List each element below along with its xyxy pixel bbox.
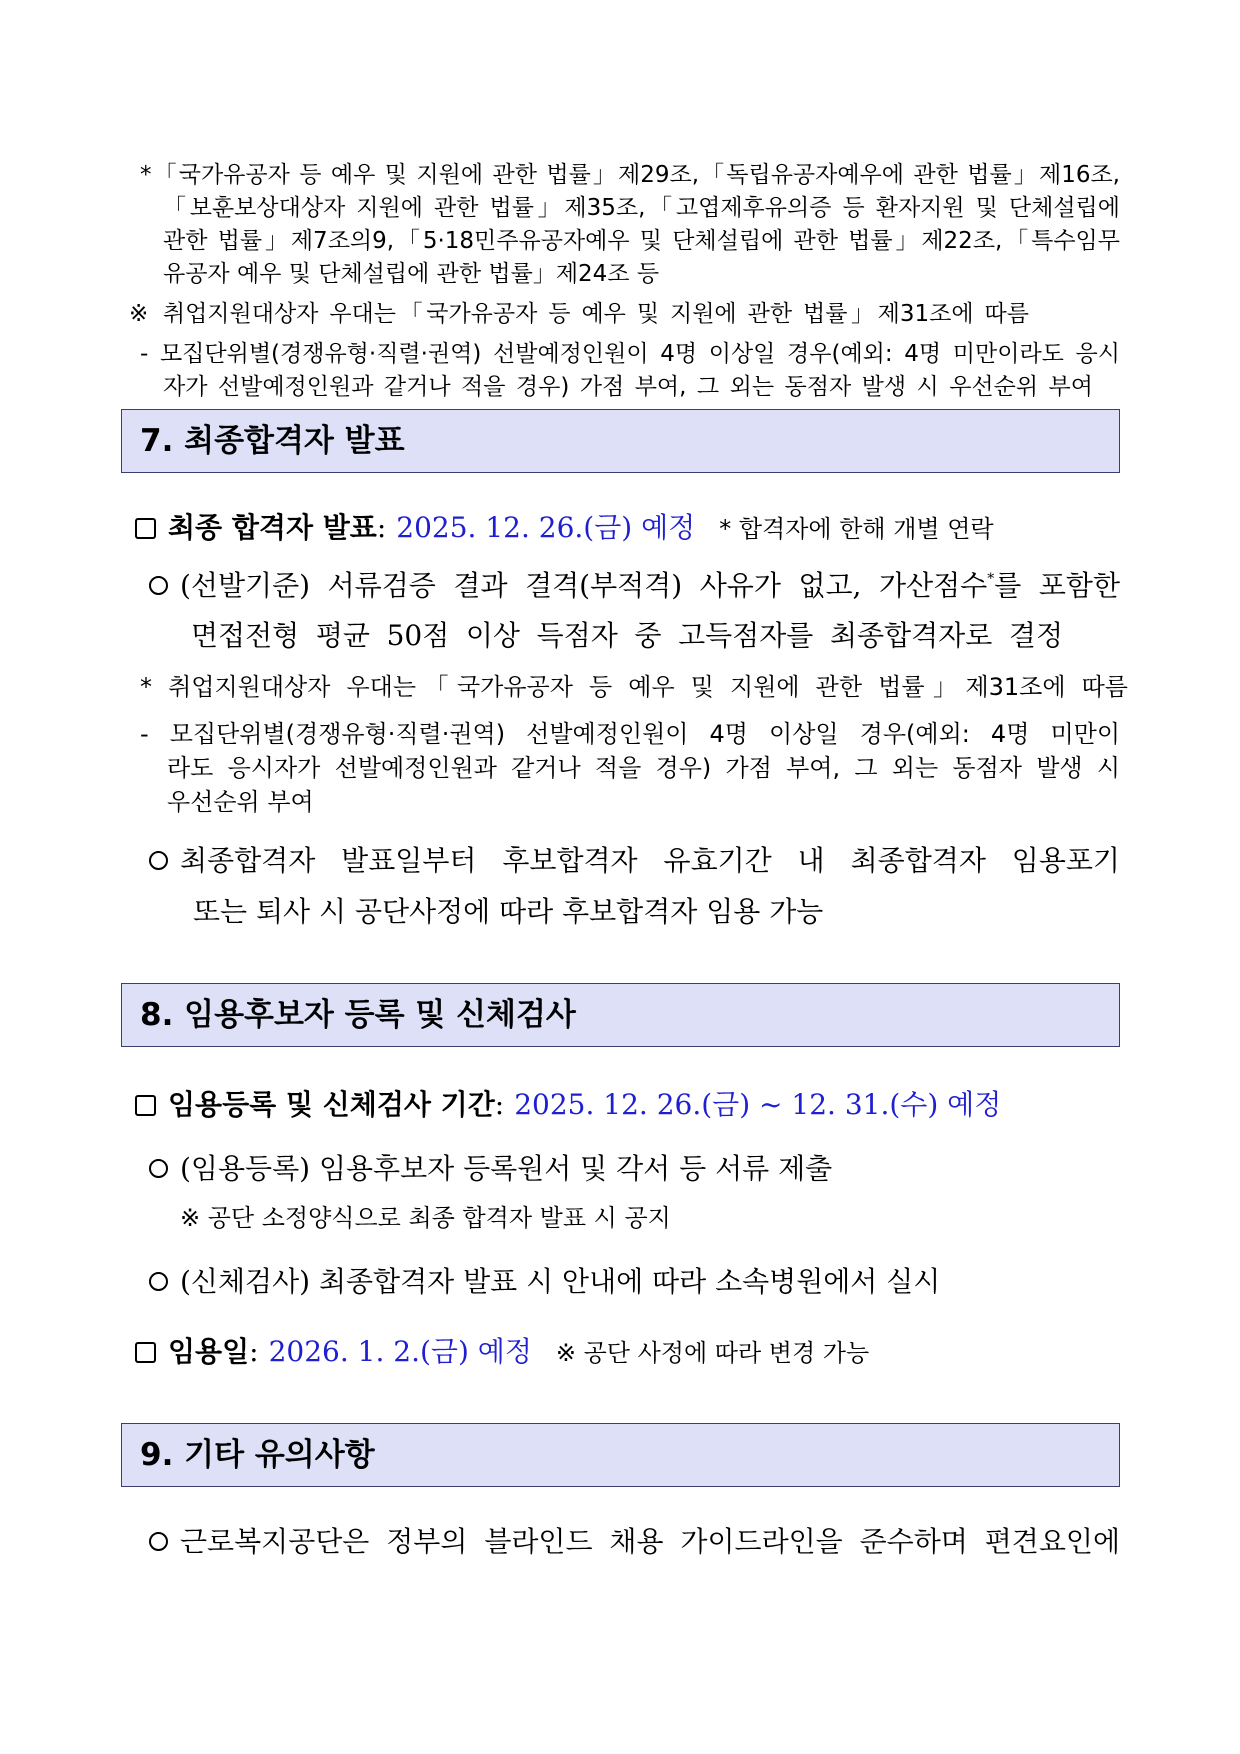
medical-exam-text: (신체검사) 최종합격자 발표 시 안내에 따라 소속병원에서 실시: [180, 1265, 941, 1298]
final-announcement-row: [135, 506, 994, 546]
final-announcement-note: * 합격자에 한해 개별 연락: [719, 515, 994, 543]
registration-period-row: [135, 1083, 1001, 1123]
criteria-text-a: (선발기준) 서류검증 결과 결격(부적격) 사유가 없고, 가산점수: [180, 569, 988, 602]
bonus-rule-line-1: - 모집단위별(경쟁유형·직렬·권역) 선발예정인원이 4명 이상일 경우(예외: 4명 미만이라도 응시: [140, 341, 1120, 367]
legal-ref-line-2: 「보훈보상대상자 지원에 관한 법률」제35조,「고엽제후유의증 등 환자지원 및 단체설립에: [163, 195, 1120, 221]
circle-bullet-icon: [149, 851, 168, 870]
criteria-text-b: 를 포함한: [994, 569, 1120, 602]
preference-ref-line: ※ 취업지원대상자 우대는「국가유공자 등 예우 및 지원에 관한 법률」제31조에 따름: [129, 301, 1029, 327]
colon: :: [494, 1088, 505, 1121]
reserve-candidate-line-2: 또는 퇴사 시 공단사정에 따라 후보합격자 임용 가능: [193, 895, 824, 928]
colon: :: [376, 511, 387, 544]
appointment-date-row: [135, 1330, 869, 1370]
section-8-header: 8. 임용후보자 등록 및 신체검사: [121, 983, 1120, 1047]
registration-text: (임용등록) 임용후보자 등록원서 및 각서 등 서류 제출: [180, 1152, 833, 1185]
bonus-rule-line-1: - 모집단위별(경쟁유형·직렬·권역) 선발예정인원이 4명 이상일 경우(예외: 4명 미만이: [140, 720, 1120, 748]
section-9-header: 9. 기타 유의사항: [121, 1423, 1120, 1487]
circle-bullet-icon: [149, 576, 168, 595]
selection-criteria-line-2: 면접전형 평균 50점 이상 득점자 중 고득점자를 최종합격자로 결정: [191, 619, 1063, 652]
appointment-date-value: 2026. 1. 2.(금) 예정: [268, 1335, 532, 1368]
appointment-date-label: 임용일: [168, 1335, 250, 1368]
legal-ref-line-1: *「국가유공자 등 예우 및 지원에 관한 법률」제29조,「독립유공자예우에 관한 법률」제16조,: [140, 162, 1120, 188]
registration-period-label: 임용등록 및 신체검사 기간: [168, 1088, 495, 1121]
reserve-text: 최종합격자 발표일부터 후보합격자 유효기간 내 최종합격자 임용포기: [180, 844, 1120, 877]
medical-exam-line: [149, 1262, 940, 1302]
legal-ref-line-4: 유공자 예우 및 단체설립에 관한 법률」제24조 등: [163, 261, 660, 287]
registration-period-date: 2025. 12. 26.(금) ~ 12. 31.(수) 예정: [514, 1088, 1002, 1121]
selection-criteria-line-1: [149, 566, 1120, 606]
circle-bullet-icon: [149, 1272, 168, 1291]
section-7-header: 7. 최종합격자 발표: [121, 409, 1120, 473]
preference-note: * 취업지원대상자 우대는「국가유공자 등 예우 및 지원에 관한 법률」제31조에 따름: [140, 673, 1128, 701]
bonus-rule-line-2: 라도 응시자가 선발예정인원과 같거나 적을 경우) 가점 부여, 그 외는 동점자 발생 시: [167, 754, 1120, 782]
checkbox-square-icon: [135, 1095, 156, 1116]
final-announcement-label: 최종 합격자 발표: [168, 511, 377, 544]
colon: :: [249, 1335, 259, 1368]
registration-note: ※ 공단 소정양식으로 최종 합격자 발표 시 공지: [180, 1204, 671, 1232]
circle-bullet-icon: [149, 1159, 168, 1178]
checkbox-square-icon: [135, 1342, 156, 1363]
reserve-candidate-line-1: [149, 841, 1120, 881]
registration-line: [149, 1149, 832, 1189]
checkbox-square-icon: [135, 518, 156, 539]
bonus-rule-line-3: 우선순위 부여: [167, 788, 314, 816]
final-announcement-date: 2025. 12. 26.(금) 예정: [396, 511, 696, 544]
legal-ref-line-3: 관한 법률」제7조의9,「5·18민주유공자예우 및 단체설립에 관한 법률」제22조,「특수임무: [163, 228, 1120, 254]
appointment-date-note: ※ 공단 사정에 따라 변경 가능: [555, 1339, 870, 1367]
blind-hiring-line-1: [149, 1522, 1120, 1562]
blind-hiring-text: 근로복지공단은 정부의 블라인드 채용 가이드라인을 준수하며 편견요인에: [180, 1525, 1120, 1558]
bonus-rule-line-2: 자가 선발예정인원과 같거나 적을 경우) 가점 부여, 그 외는 동점자 발생 시 우선순위 부여: [163, 374, 1093, 400]
footnote-mark: *: [987, 571, 995, 587]
circle-bullet-icon: [149, 1532, 168, 1551]
